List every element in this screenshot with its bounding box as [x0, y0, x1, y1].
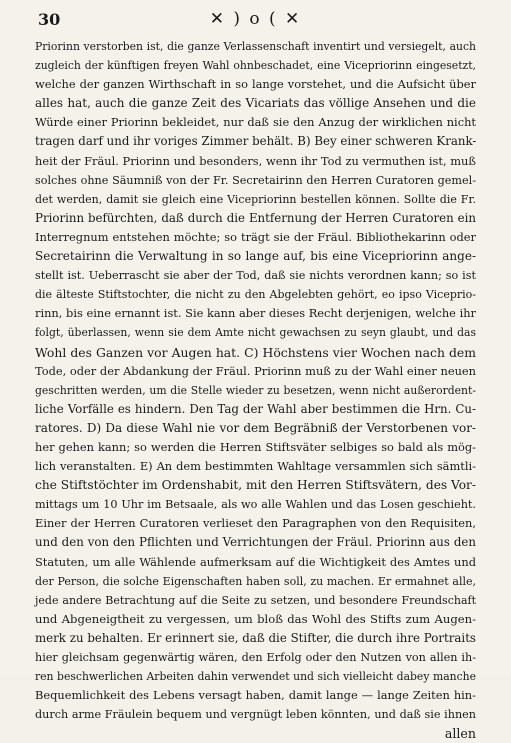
text-line: her gehen kann; so werden die Herren Stiftsväter selbiges so bald als mög- [35, 439, 476, 454]
text-line: tragen darf und ihr voriges Zimmer behält. B) Bey einer schweren Krank- [35, 134, 477, 149]
text-line: liche Vorfälle es hindern. Den Tag der Wahl aber bestimmen die Hrn. Cu- [35, 401, 476, 416]
text-line: durch arme Fräulein bequem und vergnügt leben könnten, und daß sie ihnen [35, 708, 476, 722]
text-line: folgt, überlassen, wenn sie dem Amte nicht gewachsen zu seyn glaubt, und das [35, 326, 476, 340]
text-line: geschritten werden, um die Stelle wieder zu besetzen, wenn nicht außerordent- [35, 383, 476, 397]
text-line: det werden, damit sie gleich eine Vicepriorinn bestellen können. Sollte die Fr. [35, 192, 476, 206]
text-line: Statuten, um alle Wählende aufmerksam auf die Wichtigkeit des Amtes und [35, 554, 476, 569]
text-line: Priorinn befürchten, daß durch die Entfernung der Herren Curatoren ein [35, 210, 476, 225]
text-line: die älteste Stiftstochter, die nicht zu den Abgelebten gehört, eo ipso Vicepriо- [35, 288, 476, 302]
text-line: hier gleichsam gegenwärtig wären, den Erfolg oder den Nutzen von allen ih- [35, 651, 476, 664]
text-line: Tode, oder der Abdankung der Fräul. Priorinn muß zu der Wahl einer neuen [35, 363, 476, 378]
text-line: Bequemlichkeit des Lebens versagt haben, damit lange — lange Zeiten hin- [35, 688, 476, 703]
text-line: Einer der Herren Curatoren verlieset den Paragraphen von den Requisiten, [35, 516, 476, 531]
text-line: jede andere Betrachtung auf die Seite zu setzen, und besondere Freundschaft [35, 593, 476, 607]
page-number: 30 [38, 10, 61, 29]
text-line: heit der Fräul. Priorinn und besonders, wenn ihr Tod zu vermuthen ist, muß [35, 153, 476, 168]
text-line: und Abgeneigtheit zu vergessen, um bloß das Wohl des Stifts zum Augen- [35, 611, 476, 626]
text-line: welche der ganzen Wirthschaft in so lange vorstehet, und die Aufsicht über [35, 77, 476, 92]
text-line: ratores. D) Da diese Wahl nie vor dem Begräbniß der Verstorbenen vor- [35, 420, 476, 435]
text-line: stellt ist. Ueberrascht sie aber der Tod, daß sie nichts verordnen kann; so ist [35, 269, 476, 283]
text-line: solches ohne Säumniß von der Fr. Secretairinn den Herren Curatoren gemel- [35, 173, 476, 187]
text-line: zugleich der künftigen freyen Wahl ohnbeschadet, eine Vicepriorinn eingesetzt, [35, 59, 476, 73]
text-line: alles hat, auch die ganze Zeit des Vicariats das völlige Ansehen und die [35, 96, 476, 111]
text-line: Würde einer Priorinn bekleidet, nur daß sie den Anzug der wirklichen nicht [35, 115, 476, 130]
text-line: lich veranstalten. E) An dem bestimmten Wahltage versammlen sich sämtli- [35, 459, 476, 474]
text-line: der Person, die solche Eigenschaften haben soll, zu machen. Er ermahnet alle, [35, 574, 476, 588]
text-line: Wohl des Ganzen vor Augen hat. C) Höchstens vier Wochen nach dem [35, 344, 476, 360]
text-line: Interregnum entstehen möchte; so trägt sie der Fräul. Bibliothekarinn oder [35, 229, 476, 244]
text-line: ren beschwerlichen Arbeiten dahin verwendet und sich vielleicht dabey manche [35, 670, 476, 684]
text-line: merk zu behalten. Er erinnert sie, daß die Stifter, die durch ihre Portraits [35, 630, 476, 645]
text-line: mittags um 10 Uhr im Betsaale, als wo alle Wahlen und das Losen geschieht. [35, 498, 476, 512]
text-line: Secretairinn die Verwaltung in so lange auf, bis eine Vicepriorinn ange- [35, 249, 476, 264]
header-ornament: ✕ ) o ( ✕ [209, 9, 302, 29]
body-text [35, 37, 476, 743]
text-line: rinn, bis eine ernannt ist. Sie kann aber dieses Recht derjenigen, welche ihr [35, 306, 476, 321]
text-line: und den von den Pflichten und Verrichtungen der Fräul. Priorinn aus den [35, 535, 476, 550]
text-line: Priorinn verstorben ist, die ganze Verlassenschaft inventirt und versiegelt, auch [35, 40, 476, 53]
catchword: allen [444, 726, 476, 742]
text-line: che Stiftstöchter im Ordenshabit, mit den Herren Stiftsvätern, des Vor- [35, 478, 477, 493]
